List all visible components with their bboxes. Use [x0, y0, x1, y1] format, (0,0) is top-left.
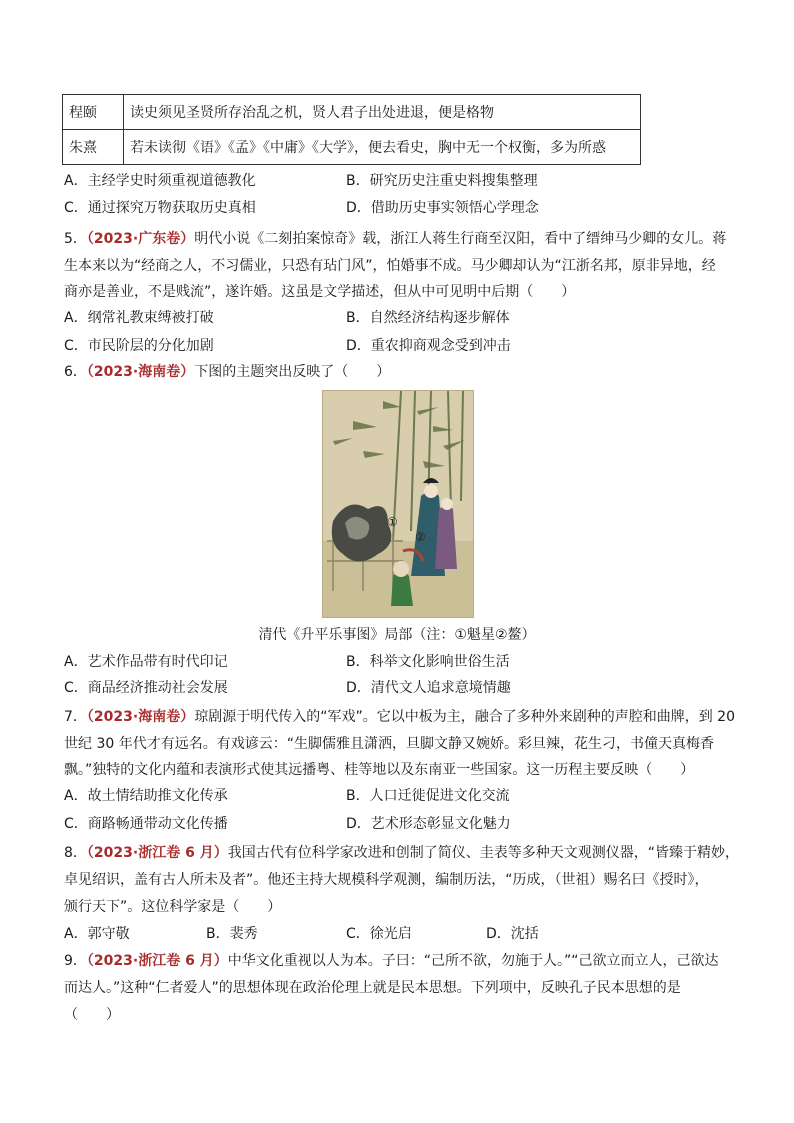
table-row	[63, 130, 641, 165]
table-cell-name: 朱熹	[63, 130, 124, 165]
q7-stem-line1	[64, 707, 735, 727]
marker-2: ②	[415, 530, 426, 544]
q5-stem-line1	[64, 229, 726, 249]
marker-1: ①	[387, 515, 398, 529]
q8-stem-line2: 卓见绍识，盖有古人所未及者”。他还主持大规模科学观测，编制历法，“历成，（世祖）赐名曰《授时》，	[64, 872, 709, 888]
question-text: 琼剧源于明代传入的“军戏”。它以中板为主，融合了多种外来剧种的声腔和曲牌，到 20	[194, 709, 735, 725]
question-number: 9．	[64, 953, 87, 969]
q7-option-c[interactable]: C．商路畅通带动文化传播	[64, 816, 228, 832]
q8-option-b[interactable]: B．裴秀	[206, 926, 258, 942]
q8-stem-line1	[64, 843, 739, 863]
q7-option-a[interactable]: A．故土情结助推文化传承	[64, 788, 228, 804]
q4-option-c[interactable]: C．通过探究万物获取历史真相	[64, 200, 256, 216]
q6-option-a[interactable]: A．艺术作品带有时代印记	[64, 654, 228, 670]
painting-image	[322, 390, 474, 618]
q6-stem-line1	[64, 362, 390, 382]
q7-stem-line3: 飘。”独特的文化内蕴和表演形式使其远播粤、桂等地以及东南亚一些国家。这一历程主要反映（ ）	[64, 762, 695, 778]
question-text: 中华文化重视以人为本。子曰：“己所不欲，勿施于人。”“己欲立而立人，己欲达	[227, 953, 719, 969]
table-cell-name: 程颐	[63, 95, 124, 130]
question-source: （2023·海南卷）	[86, 364, 195, 380]
q5-option-b[interactable]: B．自然经济结构逐步解体	[346, 310, 510, 326]
q8-stem-line3: 颁行天下”。这位科学家是（ ）	[64, 899, 282, 915]
q6-option-d[interactable]: D．清代文人追求意境情趣	[346, 680, 511, 696]
q7-option-d[interactable]: D．艺术形态彰显文化魅力	[346, 816, 511, 832]
q4-option-b[interactable]: B．研究历史注重史料搜集整理	[346, 173, 538, 189]
q6-option-c[interactable]: C．商品经济推动社会发展	[64, 680, 228, 696]
q7-stem-line2: 世纪 30 年代才有远名。有戏谚云：“生脚儒雅且潇洒，旦脚文静又婉娇。彩旦辣，花生刁，书僮天真梅香	[64, 736, 714, 752]
question-source: （2023·浙江卷 6 月）	[86, 953, 228, 969]
q9-stem-line1	[64, 951, 718, 971]
question-number: 7．	[64, 709, 87, 725]
source-table	[62, 94, 641, 165]
question-text: 下图的主题突出反映了（ ）	[194, 364, 391, 380]
table-cell-text: 读史须见圣贤所存治乱之机，贤人君子出处进退，便是格物	[124, 95, 641, 130]
q9-stem-line2: 而达人。”这种“仁者爱人”的思想体现在政治伦理上就是民本思想。下列项中，反映孔子民本思想的是	[64, 980, 681, 996]
question-number: 5．	[64, 231, 87, 247]
table-cell-text: 若未读彻《语》《孟》《中庸》《大学》，便去看史，胸中无一个权衡，多为所惑	[124, 130, 641, 165]
q5-stem-line2: 生本来以为“经商之人，不习儒业，只恐有玷门风”，怕婚事不成。马少卿却认为“江浙名邦，原非异地，经	[64, 258, 716, 274]
q9-stem-line3: （ ）	[64, 1007, 120, 1023]
q5-option-c[interactable]: C．市民阶层的分化加剧	[64, 338, 214, 354]
q8-option-a[interactable]: A．郭守敬	[64, 926, 130, 942]
painting-illustration	[323, 391, 473, 617]
question-text: 我国古代有位科学家改进和创制了简仪、圭表等多种天文观测仪器，“皆臻于精妙，	[227, 845, 739, 861]
q4-option-d[interactable]: D．借助历史事实领悟心学理念	[346, 200, 539, 216]
q5-option-a[interactable]: A．纲常礼教束缚被打破	[64, 310, 214, 326]
question-source: （2023·海南卷）	[86, 709, 195, 725]
question-text: 明代小说《二刻拍案惊奇》载，浙江人蒋生行商至汉阳，看中了缙绅马少卿的女儿。蒋	[194, 231, 727, 247]
question-number: 8．	[64, 845, 87, 861]
figure-caption: 清代《升平乐事图》局部（注：①魁星②鳌）	[258, 627, 536, 643]
table-row	[63, 95, 641, 130]
question-number: 6．	[64, 364, 87, 380]
question-source: （2023·浙江卷 6 月）	[86, 845, 228, 861]
q6-option-b[interactable]: B．科举文化影响世俗生活	[346, 654, 510, 670]
question-source: （2023·广东卷）	[86, 231, 195, 247]
q7-option-b[interactable]: B．人口迁徙促进文化交流	[346, 788, 510, 804]
q5-option-d[interactable]: D．重农抑商观念受到冲击	[346, 338, 511, 354]
q8-option-c[interactable]: C．徐光启	[346, 926, 412, 942]
q4-option-a[interactable]: A．主经学史时须重视道德教化	[64, 173, 256, 189]
q8-option-d[interactable]: D．沈括	[486, 926, 539, 942]
q5-stem-line3: 商亦是善业，不是贱流”，遂许婚。这虽是文学描述，但从中可见明中后期（ ）	[64, 284, 576, 300]
